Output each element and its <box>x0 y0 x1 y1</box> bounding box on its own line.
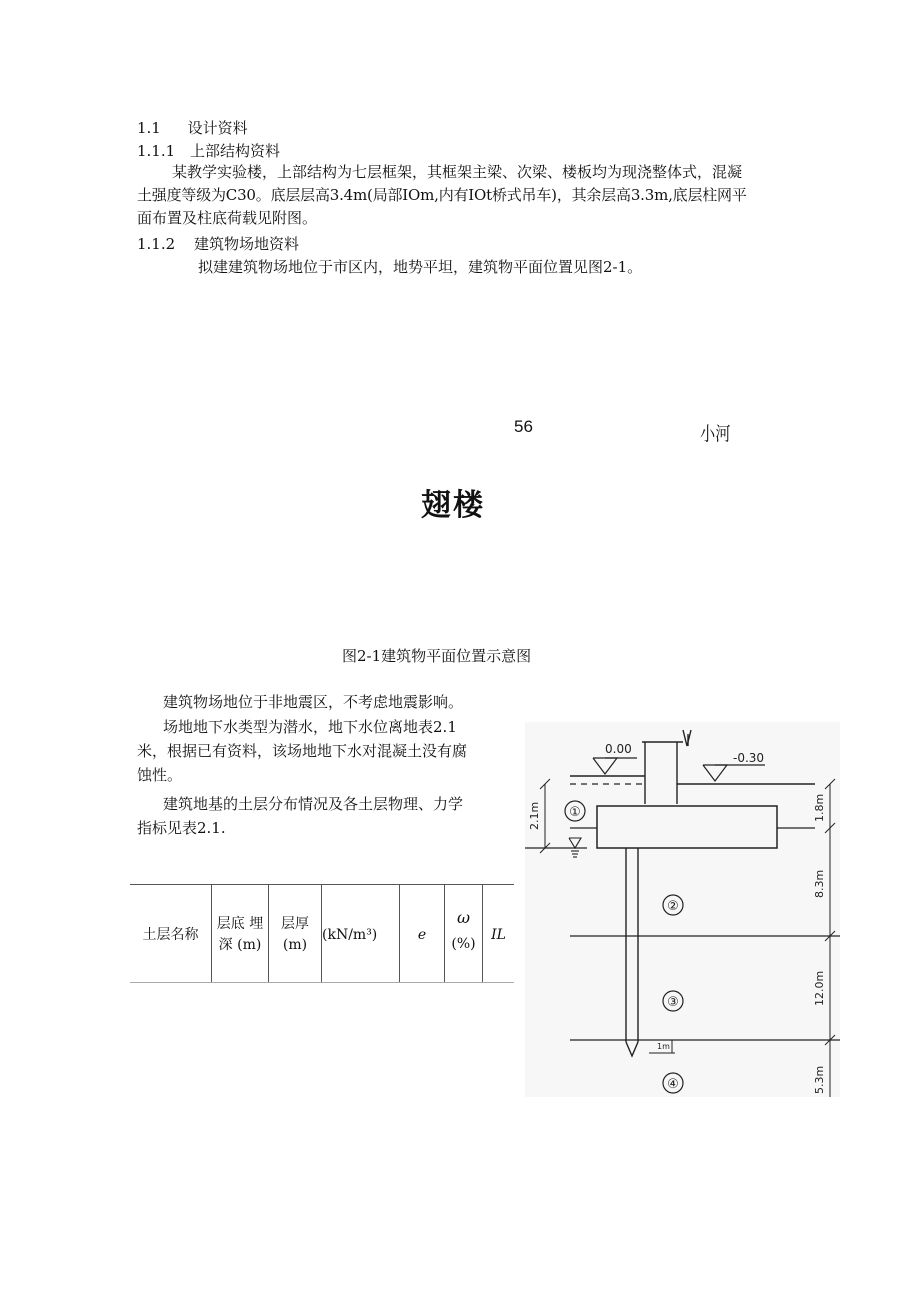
table-header-omega-symbol: ω <box>456 908 471 927</box>
layer-number-4: ④ <box>667 1077 679 1092</box>
table-header-name: 土层名称 <box>142 927 199 943</box>
paragraph-line: 建筑物场地位于非地震区，不考虑地震影响。 <box>163 693 464 711</box>
table-header-water-content <box>445 907 482 955</box>
paragraph-line: 蚀性。 <box>137 766 183 784</box>
table-top-rule <box>130 884 514 885</box>
paragraph-line: 场地地下水类型为潜水，地下水位离地表2.1 <box>163 718 457 736</box>
layer-number-2: ② <box>667 899 679 914</box>
table-header-depth-line1: 层底 埋 <box>216 916 264 932</box>
table-header-unit-weight: (kN/m³) <box>322 927 378 943</box>
subsection-heading-1 <box>137 140 280 161</box>
soil-profile-diagram <box>525 722 840 1097</box>
table-bottom-rule <box>130 982 514 983</box>
section-heading <box>137 117 248 138</box>
subsection-title: 建筑物场地资料 <box>193 235 299 253</box>
table-header-thick-line2: (m) <box>282 937 308 953</box>
paragraph-line: 米，根据已有资料，该场地地下水对混凝土没有腐 <box>137 742 468 760</box>
table-header-liquidity-index: IL <box>491 927 506 943</box>
table-header-omega-unit: (%) <box>451 936 476 952</box>
table-header-thickness <box>269 914 321 956</box>
figure-label-building: 翅楼 <box>421 488 485 523</box>
elevation-label-outdoor: -0.30 <box>733 751 765 765</box>
subsection-number: 1.1.1 <box>137 142 176 160</box>
elevation-label-ground: 0.00 <box>605 742 632 756</box>
dimension-4: 5.3m <box>813 1065 826 1094</box>
dimension-2: 8.3m <box>813 869 826 898</box>
layer-number-1: ① <box>569 805 581 820</box>
paragraph-line: 建筑地基的土层分布情况及各土层物理、力学 <box>163 795 464 813</box>
table-header-depth-line2: 深 (m) <box>218 937 262 953</box>
section-title: 设计资料 <box>187 119 248 137</box>
dimension-left: 2.1m <box>528 801 541 830</box>
paragraph-line: 土强度等级为C30。底层层高3.4m(局部IOm,内有IOt桥式吊车)，其余层高3.3m,底层柱网平 <box>137 186 747 204</box>
figure-caption: 图2-1建筑物平面位置示意图 <box>342 647 532 665</box>
table-header-void-ratio: e <box>417 927 427 943</box>
subsection-heading-2 <box>137 233 299 254</box>
pile-tip-label: 1m <box>657 1042 670 1051</box>
section-number: 1.1 <box>137 119 161 137</box>
table-header-depth <box>212 914 268 956</box>
figure-label-56: 56 <box>514 417 533 436</box>
dimension-3: 12.0m <box>813 970 826 1006</box>
paragraph-line: 指标见表2.1. <box>137 819 226 837</box>
table-header-thick-line1: 层厚 <box>281 916 309 932</box>
layer-number-3: ③ <box>667 995 679 1010</box>
dimension-1: 1.8m <box>813 793 826 822</box>
paragraph-line: 拟建建筑物场地位于市区内，地势平坦，建筑物平面位置见图2-1。 <box>198 258 643 276</box>
paragraph-line: 某教学实验楼，上部结构为七层框架，其框架主梁、次梁、楼板均为现浇整体式，混凝 <box>172 163 743 181</box>
figure-label-river: 小河 <box>700 423 731 445</box>
subsection-number: 1.1.2 <box>137 235 176 253</box>
subsection-title: 上部结构资料 <box>189 142 280 160</box>
paragraph-line: 面布置及柱底荷载见附图。 <box>137 209 318 227</box>
